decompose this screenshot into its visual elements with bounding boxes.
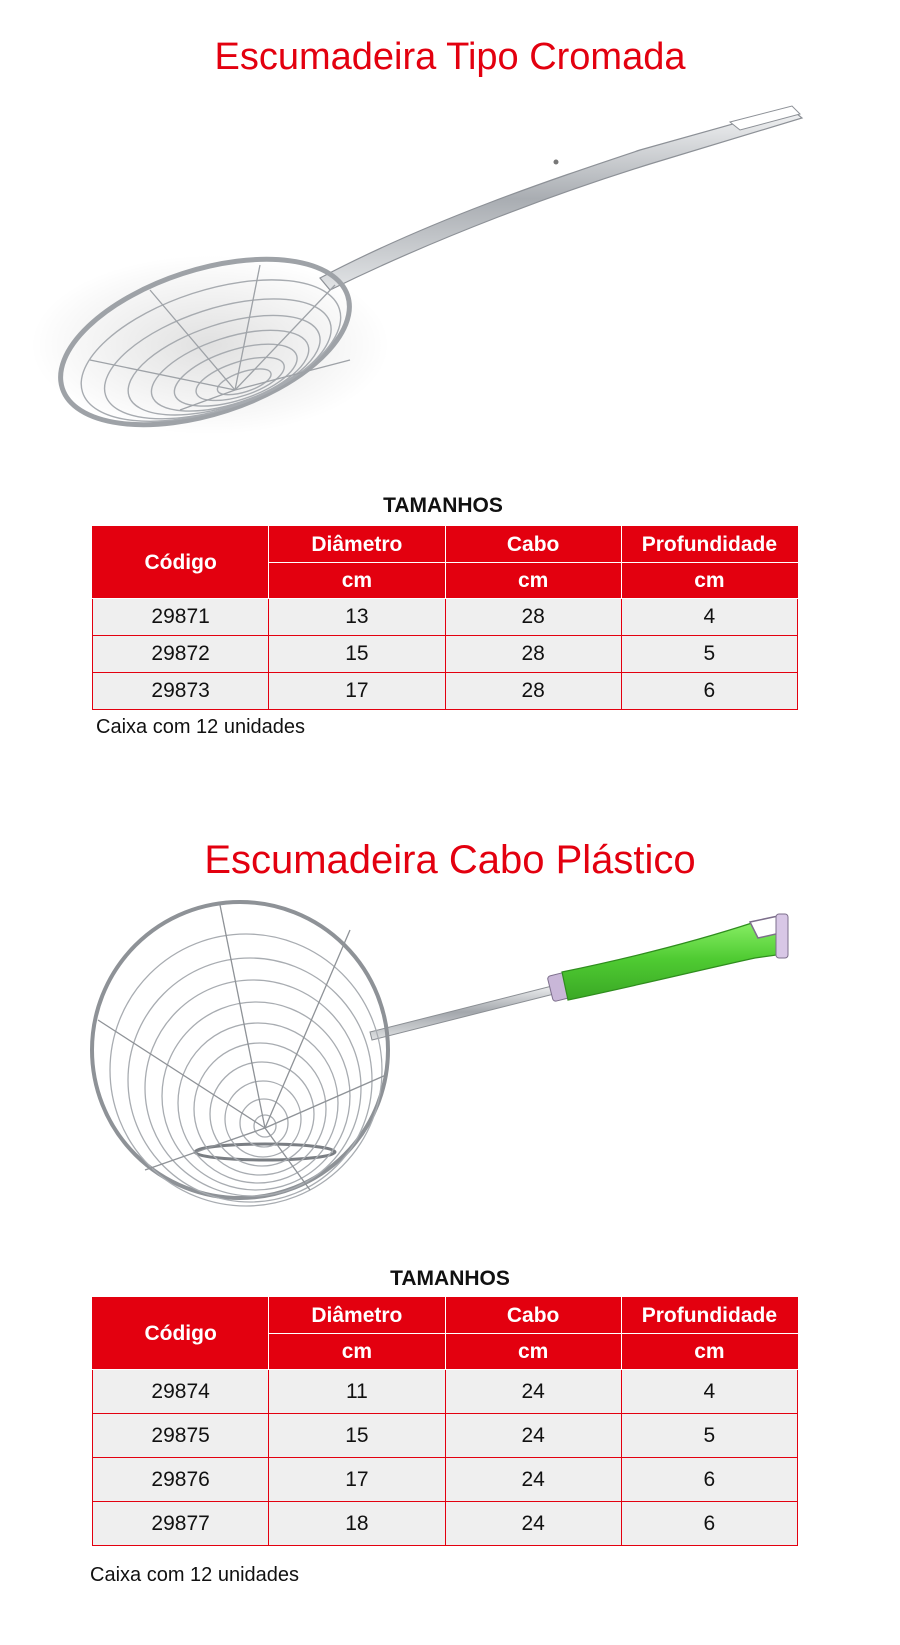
cell-diameter: 15 [269, 636, 445, 673]
cell-code: 29874 [93, 1370, 269, 1414]
cell-code: 29875 [93, 1414, 269, 1458]
table-row [93, 1414, 798, 1458]
chrome-skimmer-image [30, 90, 890, 460]
sizes-heading: TAMANHOS [383, 494, 503, 517]
cell-diameter: 13 [269, 599, 445, 636]
product-1-title: Escumadeira Tipo Cromada [214, 36, 686, 78]
table-row [93, 636, 798, 673]
header-unit: cm [621, 563, 797, 599]
header-diameter: Diâmetro [269, 1298, 445, 1334]
packaging-note: Caixa com 12 unidades [96, 716, 306, 738]
cell-handle: 24 [445, 1502, 621, 1546]
cell-depth: 5 [621, 1414, 797, 1458]
cell-depth: 4 [621, 1370, 797, 1414]
header-code: Código [93, 1298, 269, 1370]
cell-handle: 28 [445, 636, 621, 673]
header-unit: cm [269, 1334, 445, 1370]
header-unit: cm [621, 1334, 797, 1370]
header-unit: cm [445, 1334, 621, 1370]
header-handle: Cabo [445, 1298, 621, 1334]
cell-depth: 6 [621, 1458, 797, 1502]
header-depth: Profundidade [621, 1298, 797, 1334]
table-row [93, 1502, 798, 1546]
cell-code: 29876 [93, 1458, 269, 1502]
cell-code: 29871 [93, 599, 269, 636]
cell-diameter: 15 [269, 1414, 445, 1458]
cell-handle: 28 [445, 599, 621, 636]
table-row [93, 1458, 798, 1502]
packaging-note: Caixa com 12 unidades [90, 1564, 300, 1586]
header-diameter: Diâmetro [269, 527, 445, 563]
cell-depth: 6 [621, 1502, 797, 1546]
cell-diameter: 17 [269, 673, 445, 710]
cell-handle: 28 [445, 673, 621, 710]
sizes-heading: TAMANHOS [390, 1267, 510, 1290]
table-row [93, 1370, 798, 1414]
table-row [93, 599, 798, 636]
cell-handle: 24 [445, 1370, 621, 1414]
cell-diameter: 17 [269, 1458, 445, 1502]
table-row [93, 673, 798, 710]
plastic-handle-skimmer-image [50, 900, 850, 1230]
cell-depth: 5 [621, 636, 797, 673]
header-unit: cm [269, 563, 445, 599]
cell-depth: 4 [621, 599, 797, 636]
cell-diameter: 18 [269, 1502, 445, 1546]
cell-code: 29872 [93, 636, 269, 673]
cell-depth: 6 [621, 673, 797, 710]
product-2-title: Escumadeira Cabo Plástico [204, 838, 696, 882]
cell-code: 29873 [93, 673, 269, 710]
header-unit: cm [445, 563, 621, 599]
cell-handle: 24 [445, 1414, 621, 1458]
sizes-table [92, 526, 798, 710]
header-depth: Profundidade [621, 527, 797, 563]
header-handle: Cabo [445, 527, 621, 563]
cell-code: 29877 [93, 1502, 269, 1546]
cell-diameter: 11 [269, 1370, 445, 1414]
cell-handle: 24 [445, 1458, 621, 1502]
header-code: Código [93, 527, 269, 599]
sizes-table [92, 1297, 798, 1546]
